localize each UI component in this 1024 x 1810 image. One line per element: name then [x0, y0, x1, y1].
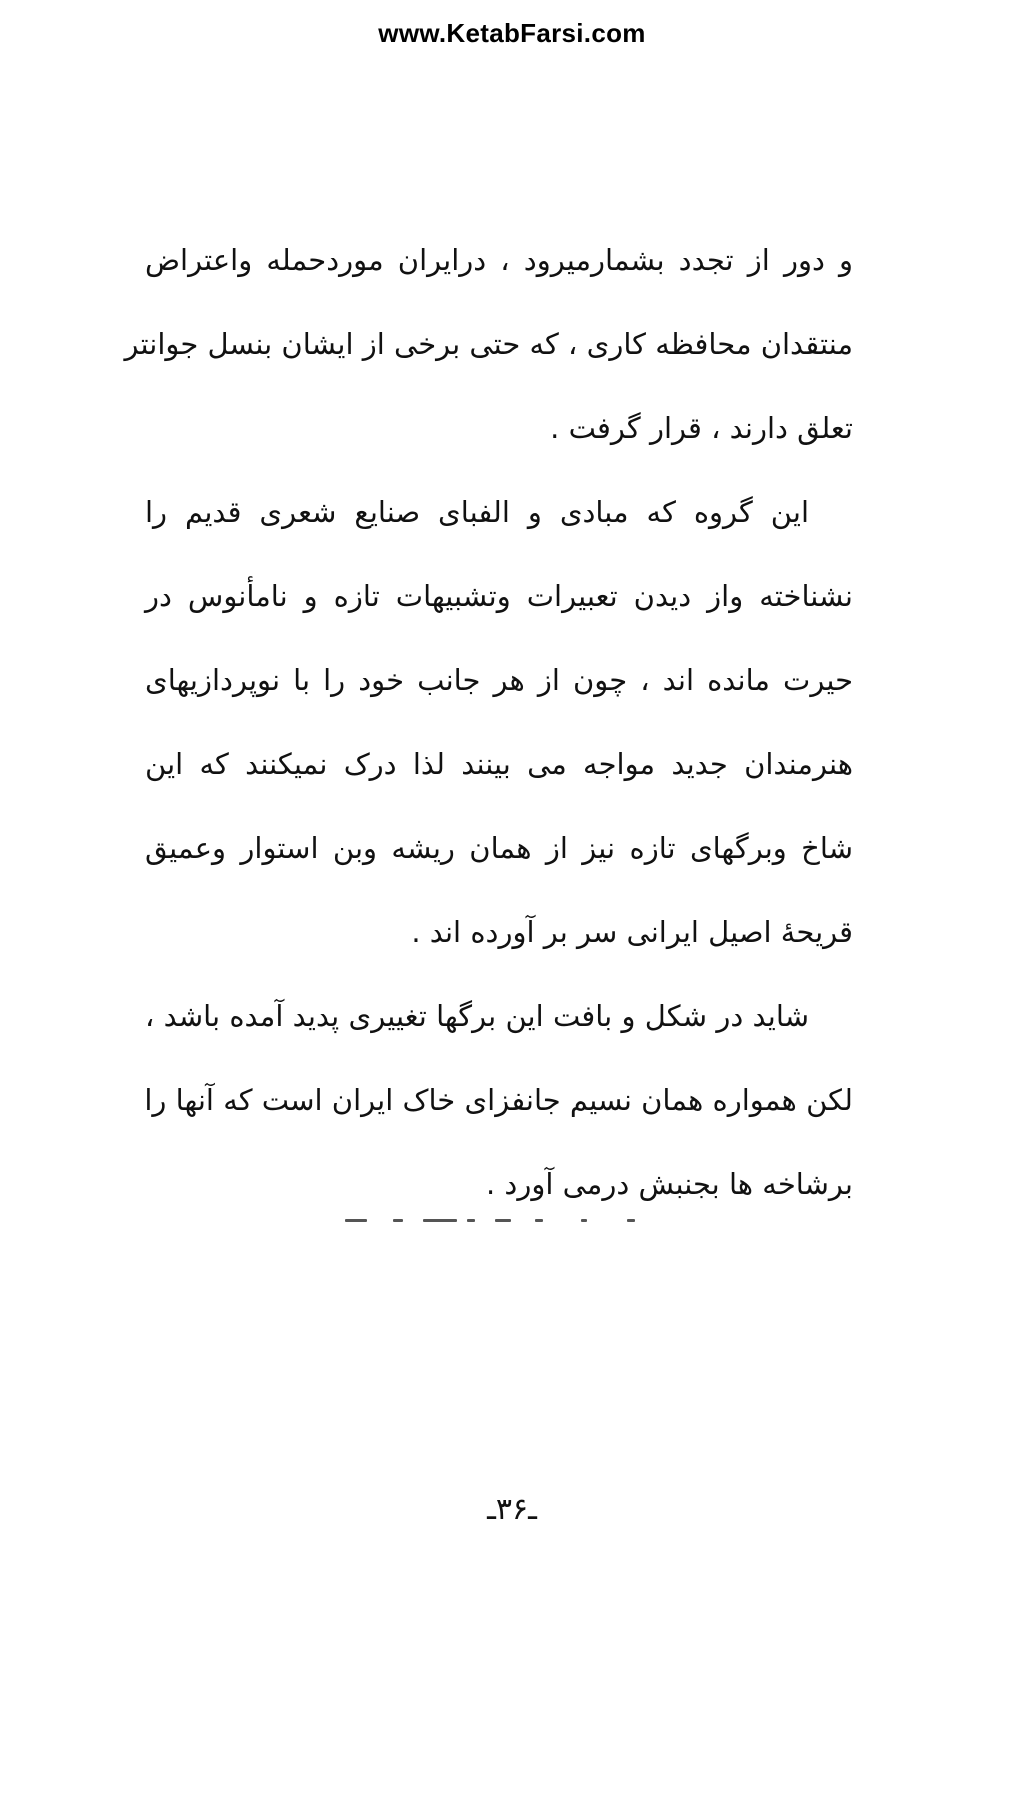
text-line: برشاخه ها بجنبش درمی آورد . [486, 1167, 853, 1201]
scan-mark [581, 1219, 587, 1222]
scan-mark [423, 1219, 457, 1222]
scan-mark [535, 1219, 543, 1222]
text-line: تعلق دارند ، قرار گرفت . [550, 411, 853, 445]
paragraph-2 [145, 470, 853, 974]
scan-mark [495, 1219, 511, 1222]
scan-mark [627, 1219, 635, 1222]
text-line: و دور از تجدد بشمارمیرود ، درایران موردحمله واعتراض [145, 243, 853, 277]
page-number: ـ۳۶ـ [487, 1492, 537, 1527]
paragraph-1 [124, 218, 853, 470]
scan-artifact-marks [345, 1216, 665, 1224]
text-line: شاید در شکل و بافت این برگها تغییری پدید آمده باشد ، [145, 999, 809, 1033]
text-line: منتقدان محافظه کاری ، که حتی برخی از ایشان بنسل جوانتر [124, 327, 853, 361]
text-line: حیرت مانده اند ، چون از هر جانب خود را با نوپردازیهای [145, 663, 853, 697]
scan-mark [393, 1219, 403, 1222]
text-line: نشناخته واز دیدن تعبیرات وتشبیهات تازه و نامأنوس در [145, 579, 853, 613]
scan-mark [345, 1219, 367, 1222]
scan-mark [467, 1219, 475, 1222]
text-line: قریحهٔ اصیل ایرانی سر بر آورده اند . [411, 915, 853, 949]
text-line: لکن همواره همان نسیم جانفزای خاک ایران است که آنها را [144, 1083, 853, 1117]
text-line: این گروه که مبادی و الفبای صنایع شعری قدیم را [145, 495, 809, 529]
site-watermark: www.KetabFarsi.com [378, 18, 646, 48]
page-body [124, 218, 853, 1226]
paragraph-3 [145, 974, 853, 1226]
text-line: شاخ وبرگهای تازه نیز از همان ریشه وبن استوار وعمیق [145, 831, 853, 865]
text-line: هنرمندان جدید مواجه می بینند لذا درک نمیکنند که این [145, 747, 853, 781]
